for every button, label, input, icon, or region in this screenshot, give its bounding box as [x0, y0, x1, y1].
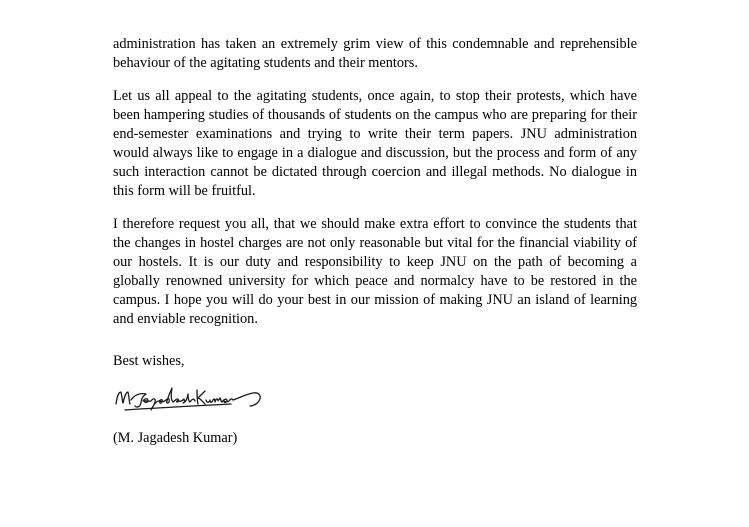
- signatory-name: (M. Jagadesh Kumar): [113, 430, 238, 446]
- paragraph-2: Let us all appeal to the agitating students, once again, to stop their protests, which have been hampering studies of thousands of students on the campus who are preparing for their end-semester examinations and trying to write their term papers. JNU administration would always like to engage in a dialogue and discussion, but the process and form of any such interaction cannot be dictated through coercion and illegal methods. No dialogue in this form will be fruitful.: [113, 88, 637, 199]
- paragraph-1: administration has taken an extremely grim view of this condemnable and reprehensible behaviour of the agitating students and their mentors.: [113, 36, 637, 71]
- letter-body: [113, 35, 637, 343]
- paragraph-3: I therefore request you all, that we should make extra effort to convince the students that the changes in hostel charges are not only reasonable but vital for the financial viability of our hostels. It is our duty and responsibility to keep JNU on the path of becoming a globally renowned university for which peace and normalcy have to be restored in the campus. I hope you will do your best in our mission of making JNU an island of learning and enviable recognition.: [113, 216, 637, 327]
- handwritten-signature: [113, 382, 273, 418]
- closing-salutation: Best wishes,: [113, 353, 185, 369]
